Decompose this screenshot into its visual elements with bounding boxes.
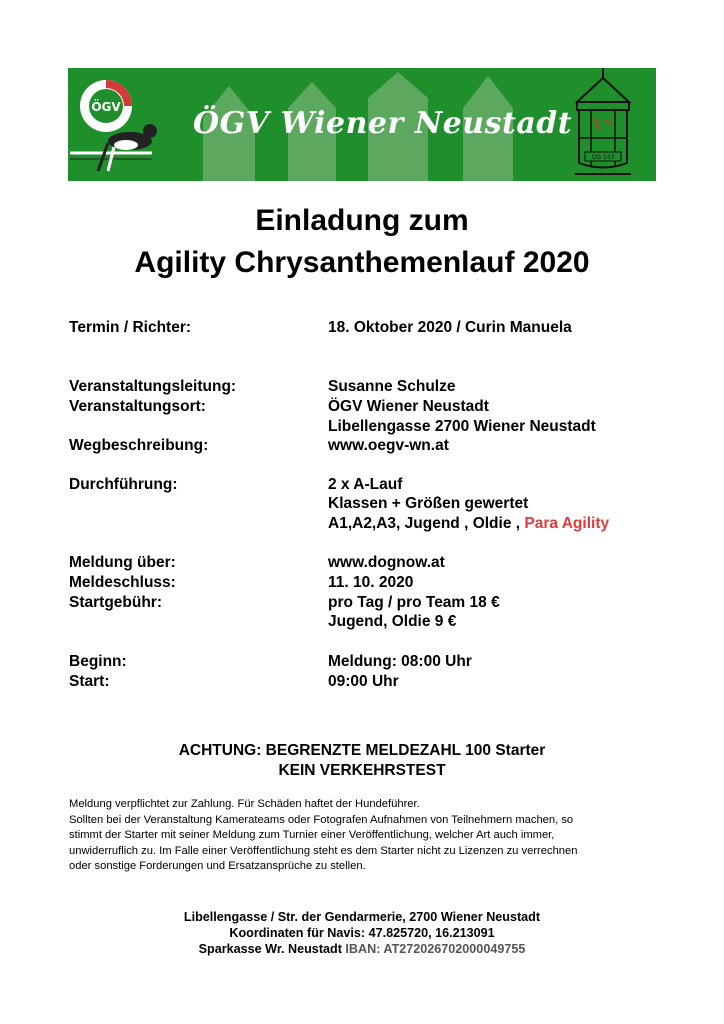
footer-bank-name: Sparkasse Wr. Neustadt xyxy=(198,942,346,956)
durch-value-3 xyxy=(328,514,609,534)
durch-label: Durchführung: xyxy=(69,476,178,493)
disclaimer-line-5: oder sonstige Forderungen und Ersatzansprüche zu stellen. xyxy=(69,860,366,872)
tower-plate-text: OG 143 xyxy=(591,154,615,161)
banner-title: ÖGV Wiener Neustadt xyxy=(193,106,573,141)
disclaimer-line-1: Meldung verpflichtet zur Zahlung. Für Schäden haftet der Hundeführer. xyxy=(69,798,420,810)
durch-value-1: 2 x A-Lauf xyxy=(328,476,403,493)
footer-address: Libellengasse / Str. der Gendarmerie, 2700 Wiener Neustadt xyxy=(183,910,541,924)
logo-text: ÖGV xyxy=(91,100,121,114)
termin-label: Termin / Richter: xyxy=(69,319,192,336)
schluss-value: 11. 10. 2020 xyxy=(328,574,414,591)
disclaimer-line-4: unwiderruflich zu. Im Falle einer Veröffentlichung steht es dem Starter nicht zu Lizenzen zu verrechnen xyxy=(69,845,578,857)
notice-line-2: KEIN VERKEHRSTEST xyxy=(278,762,446,779)
tower-icon xyxy=(571,68,635,180)
para-agility-text: Para Agility xyxy=(524,515,610,532)
heading-line-1: Einladung zum xyxy=(255,204,469,237)
leitung-value: Susanne Schulze xyxy=(328,378,456,395)
leitung-label: Veranstaltungsleitung: xyxy=(69,378,237,395)
termin-value: 18. Oktober 2020 / Curin Manuela xyxy=(328,319,572,336)
durch-value-2: Klassen + Größen gewertet xyxy=(328,495,529,512)
weg-label: Wegbeschreibung: xyxy=(69,437,209,454)
durch-value-3-text: A1,A2,A3, Jugend , Oldie , xyxy=(328,515,525,532)
dog-jump-icon xyxy=(68,113,158,173)
disclaimer-line-2: Sollten bei der Veranstaltung Kamerateams oder Fotografen Aufnahmen von Teilnehmern machen, so xyxy=(69,814,574,826)
beginn-value: Meldung: 08:00 Uhr xyxy=(328,653,472,670)
footer-bank xyxy=(0,941,724,958)
gebuehr-label: Startgebühr: xyxy=(69,594,162,611)
footer-iban: IBAN: AT272026702000049755 xyxy=(345,942,526,956)
meldung-label: Meldung über: xyxy=(69,554,176,571)
heading-line-2: Agility Chrysanthemenlauf 2020 xyxy=(134,246,590,279)
header-banner xyxy=(68,68,656,181)
start-label: Start: xyxy=(69,673,110,690)
ort-value-2: Libellengasse 2700 Wiener Neustadt xyxy=(328,418,596,435)
weg-value[interactable]: www.oegv-wn.at xyxy=(328,437,449,454)
notice-line-1: ACHTUNG: BEGRENZTE MELDEZAHL 100 Starter xyxy=(178,742,546,759)
meldung-value[interactable]: www.dognow.at xyxy=(328,554,445,571)
disclaimer-line-3: stimmt der Starter mit seiner Meldung zum Turnier einer Veröffentlichung, welcher Art auch immer, xyxy=(69,829,555,841)
beginn-label: Beginn: xyxy=(69,653,127,670)
gebuehr-value-2: Jugend, Oldie 9 € xyxy=(328,613,457,630)
ort-value-1: ÖGV Wiener Neustadt xyxy=(328,398,489,415)
start-value: 09:00 Uhr xyxy=(328,673,399,690)
ort-label: Veranstaltungsort: xyxy=(69,398,206,415)
schluss-label: Meldeschluss: xyxy=(69,574,176,591)
gebuehr-value-1: pro Tag / pro Team 18 € xyxy=(328,594,500,611)
footer-coordinates: Koordinaten für Navis: 47.825720, 16.213091 xyxy=(229,926,495,940)
